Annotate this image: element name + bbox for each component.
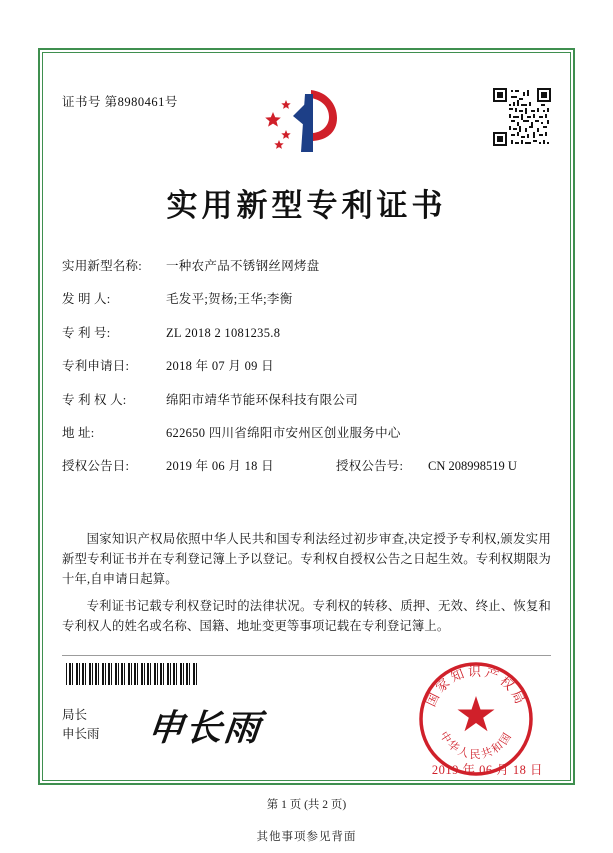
cnipa-logo-icon (253, 86, 353, 158)
field-label: 专 利 号: (62, 325, 111, 340)
legal-paragraph-1-text: 国家知识产权局依照中华人民共和国专利法经过初步审查,决定授予专利权,颁发实用新型专利证书并在专利登记簿上予以登记。专利权自授权公告之日起生效。专利权期限为十年,自申请日起算。 (62, 532, 551, 586)
field-value: 2018 年 07 月 09 日 (166, 359, 274, 374)
field-value: 622650 四川省绵阳市安州区创业服务中心 (166, 425, 401, 440)
field-value: 2019 年 06 月 18 日 (166, 459, 274, 474)
field-value-secondary: CN 208998519 U (428, 459, 517, 474)
field-row-name (62, 258, 551, 275)
legal-paragraph-2-text: 专利证书记载专利权登记时的法律状况。专利权的转移、质押、无效、终止、恢复和专利权人的姓名或名称、国籍、地址变更等事项记载在专利登记簿上。 (62, 599, 551, 633)
field-row-patentee (62, 392, 551, 409)
field-row-patent-no (62, 325, 551, 342)
legal-paragraph-1 (62, 530, 551, 590)
svg-text:中华人民共和国: 中华人民共和国 (437, 729, 515, 761)
field-value: ZL 2018 2 1081235.8 (166, 325, 281, 340)
barcode-icon (66, 663, 198, 685)
field-row-inventor (62, 291, 551, 308)
qr-code-icon (493, 88, 551, 146)
field-label: 发 明 人: (62, 292, 111, 307)
field-label: 地 址: (62, 425, 95, 440)
field-label: 授权公告日: (62, 459, 130, 474)
page-title: 实用新型专利证书 (166, 188, 447, 224)
field-list (62, 258, 551, 492)
field-value: 一种农产品不锈钢丝网烤盘 (166, 259, 320, 273)
field-label: 专 利 权 人: (62, 392, 127, 407)
divider (62, 655, 551, 656)
signature-block (62, 706, 100, 745)
field-row-grant (62, 458, 551, 475)
seal-date: 2019 年 06 月 18 日 (431, 763, 543, 777)
director-title-label: 局长 (62, 708, 88, 722)
field-row-application-date (62, 358, 551, 375)
footer-note: 其他事项参见背面 (256, 831, 357, 843)
field-label-secondary: 授权公告号: (336, 459, 404, 474)
director-name-label: 申长雨 (62, 727, 100, 742)
field-row-address (62, 425, 551, 442)
page-number: 第 1 页 (共 2 页) (266, 799, 347, 811)
field-value: 绵阳市靖华节能环保科技有限公司 (166, 392, 359, 407)
legal-paragraph-2 (62, 597, 551, 637)
certificate-number: 证书号 第8980461号 (62, 95, 178, 109)
handwritten-signature: 申长雨 (145, 707, 264, 749)
field-value: 毛发平;贺杨;王华;李衡 (166, 292, 293, 307)
field-label: 实用新型名称: (62, 259, 142, 273)
svg-text:国家知识产权局: 国家知识产权局 (423, 665, 529, 710)
field-label: 专利申请日: (62, 359, 130, 374)
